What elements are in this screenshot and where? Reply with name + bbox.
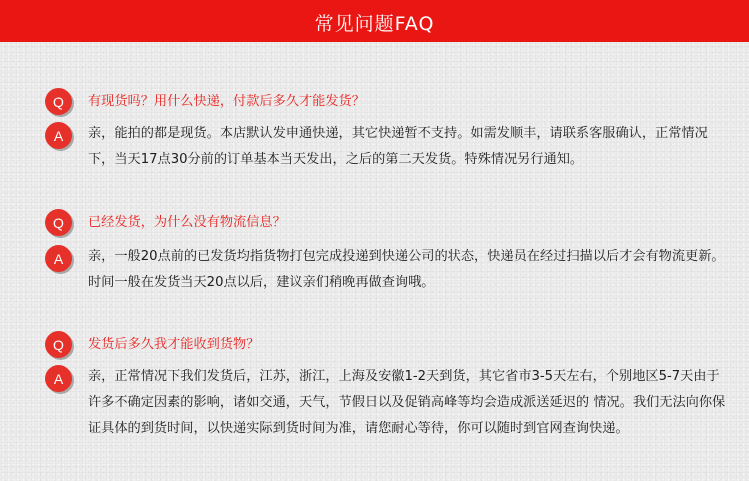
- answer-row: [45, 245, 728, 296]
- question-badge: Q: [45, 209, 72, 236]
- question-text: 有现货吗？用什么快递，付款后多久才能发货？: [88, 94, 365, 109]
- page-title: 常见问题FAQ: [314, 12, 435, 35]
- answer-row: [45, 365, 728, 442]
- answer-text: 亲，能拍的都是现货。本店默认发申通快递，其它快递暂不支持。如需发顺丰，请联系客服确认，正常情况下，当天17点30分前的订单基本当天发出，之后的第二天发货。特殊情况另行通知。: [88, 126, 708, 167]
- answer-badge: A: [45, 245, 72, 272]
- answer-text: 亲，正常情况下我们发货后，江苏，浙江，上海及安徽1-2天到货，其它省市3-5天左右，个别地区5-7天由于许多不确定因素的影响，诸如交通，天气，节假日以及促销高峰等均会造成派送延迟的 情况。我们无法向你保证具体的到货时间，以快递实际到货时间为准，请您耐心等待，你可以随时到官网查询快递。: [88, 369, 726, 436]
- answer-badge: A: [45, 365, 72, 392]
- faq-header: [0, 0, 749, 42]
- answer-badge: A: [45, 122, 72, 149]
- question-row: [45, 209, 286, 236]
- question-text: 已经发货，为什么没有物流信息？: [88, 215, 286, 230]
- question-badge: Q: [45, 331, 72, 358]
- question-row: [45, 88, 365, 115]
- question-row: [45, 331, 259, 358]
- answer-text: 亲，一般20点前的已发货均指货物打包完成投递到快递公司的状态，快递员在经过扫描以后才会有物流更新。时间一般在发货当天20点以后，建议亲们稍晚再做查询哦。: [88, 249, 725, 290]
- answer-row: [45, 122, 728, 173]
- question-text: 发货后多久我才能收到货物？: [88, 337, 260, 352]
- question-badge: Q: [45, 88, 72, 115]
